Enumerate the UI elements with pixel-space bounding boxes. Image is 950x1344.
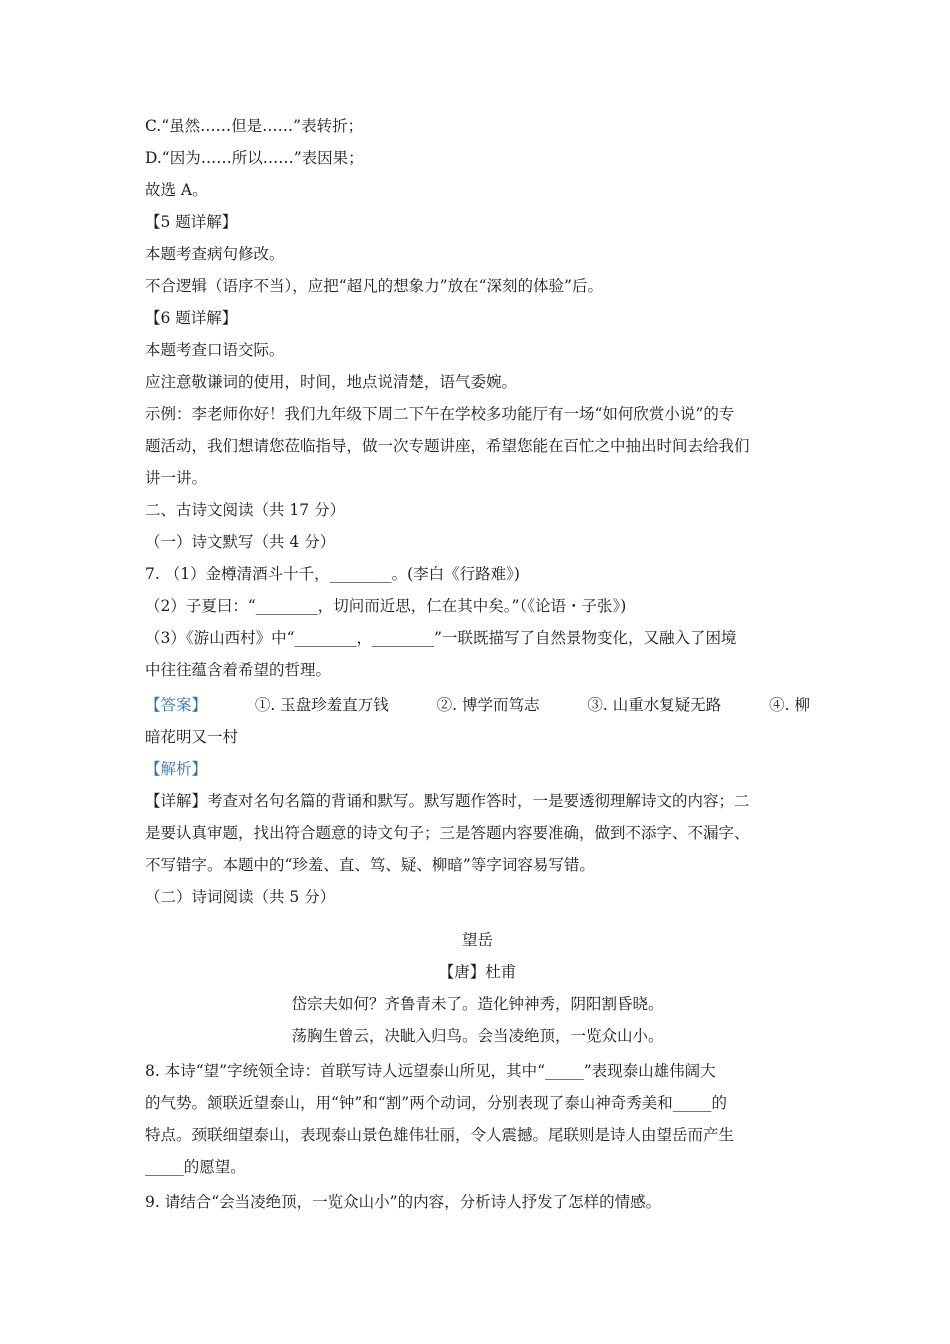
q7-item-3-cont: 中往往蕴含着希望的哲理。 [145,661,332,679]
answer-label: 【答案】 [145,696,208,714]
poem-author: 【唐】杜甫 [438,963,517,981]
subsection-heading-1: （一）诗文默写（共 4 分） [145,533,336,551]
poem-line-2: 荡胸生曾云，决眦入归鸟。会当凌绝顶，一览众山小。 [291,1027,664,1045]
answer-1: ①. 玉盘珍羞直万钱 [254,696,389,714]
q7-item-3: （3）《游山西村》中“________，________”一联既描写了自然景物变化，又融入了困境 [145,629,737,647]
section-heading: 二、古诗文阅读（共 17 分） [145,501,346,519]
poem-line-1: 岱宗夫如何？齐鲁青未了。造化钟神秀，阴阳割昏晓。 [291,995,664,1013]
answer-2: ②. 博学而笃志 [436,696,540,714]
q7-item-2: （2）子夏曰：“________，切问而近思，仁在其中矣。”（《论语・子张》) [145,597,627,615]
option-c: C.“虽然……但是……”表转折； [145,117,364,135]
q6-heading: 【6 题详解】 [145,309,238,327]
answer-3: ③. 山重水复疑无路 [587,696,722,714]
q5-explanation: 不合逻辑（语序不当），应把“超凡的想象力”放在“深刻的体验”后。 [145,277,603,295]
answer-4: ④. 柳 [769,696,810,714]
q5-heading: 【5 题详解】 [145,213,238,231]
option-d: D.“因为……所以……”表因果； [145,149,364,167]
q8-line-1: 8. 本诗“望”字统领全诗：首联写诗人远望泰山所见，其中“_____”表现泰山雄伟阔大 [145,1062,716,1080]
answer-cont: 暗花明又一村 [145,728,239,746]
q6-topic: 本题考查口语交际。 [145,341,285,359]
analysis-label: 【解析】 [145,760,208,778]
q9: 9. 请结合“会当凌绝顶，一览众山小”的内容，分析诗人抒发了怎样的情感。 [145,1193,662,1211]
detail-2: 是要认真审题，找出符合题意的诗文句子；三是答题内容要准确，做到不添字、不漏字、 [145,824,750,842]
q8-line-4: _____的愿望。 [145,1158,246,1176]
q6-example-2: 题活动，我们想请您莅临指导，做一次专题讲座，希望您能在百忙之中抽出时间去给我们 [145,437,750,455]
q7-item-1: 7. （1）金樽清酒斗十千，________。(李白《行路难》) [145,565,520,583]
q5-topic: 本题考查病句修改。 [145,245,285,263]
detail-3: 不写错字。本题中的“珍羞、直、笃、疑、柳暗”等字词容易写错。 [145,856,595,874]
poem-title: 望岳 [461,931,493,949]
q8-line-2: 的气势。颔联近望泰山，用“钟”和“割”两个动词，分别表现了泰山神奇秀美和_____的 [145,1094,727,1112]
q8-line-3: 特点。颈联细望泰山，表现泰山景色雄伟壮丽，令人震撼。尾联则是诗人由望岳而产生 [145,1126,735,1144]
q6-note: 应注意敬谦词的使用，时间，地点说清楚，语气委婉。 [145,373,518,391]
answer-row [145,695,810,715]
answer-choice: 故选 A。 [145,181,208,199]
q6-example-1: 示例：李老师你好！我们九年级下周二下午在学校多功能厅有一场“如何欣赏小说”的专 [145,405,735,423]
detail-1: 【详解】考查对名句名篇的背诵和默写。默写题作答时，一是要透彻理解诗文的内容；二 [145,792,750,810]
q6-example-3: 讲一讲。 [145,469,208,487]
subsection-heading-2: （二）诗词阅读（共 5 分） [145,888,336,906]
